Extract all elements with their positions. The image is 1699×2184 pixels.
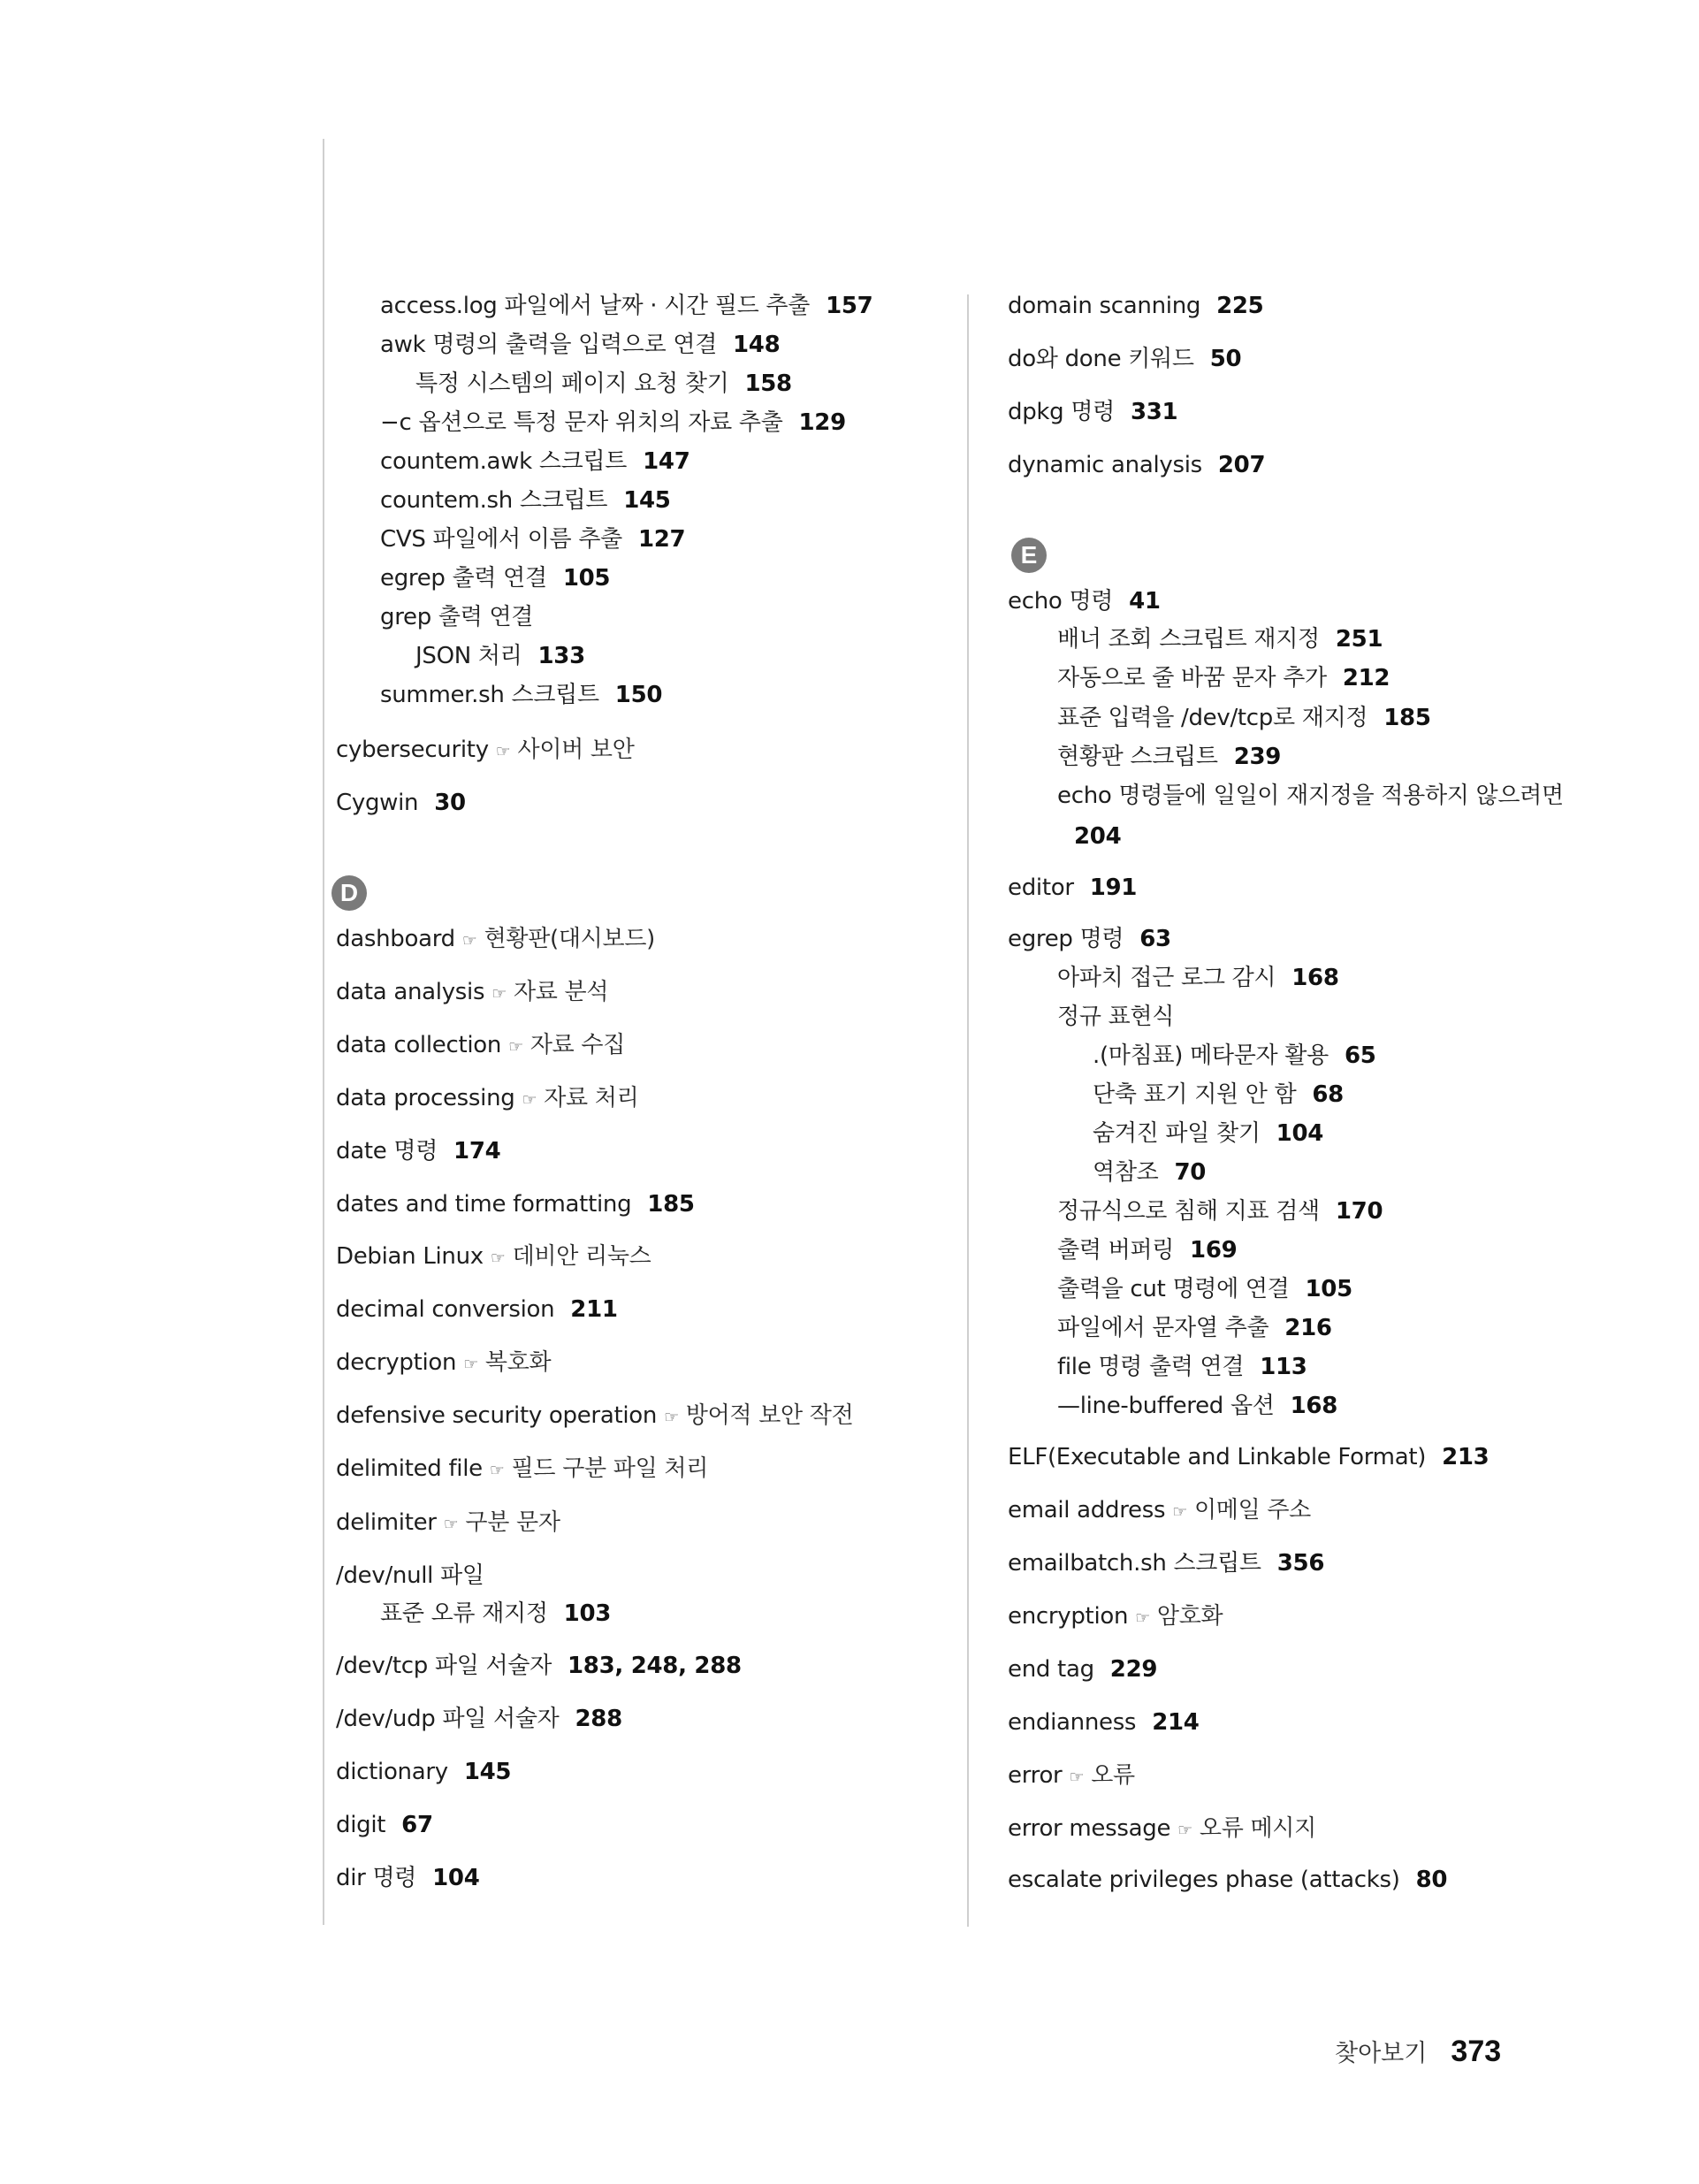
see-reference-icon: ☞: [1172, 1502, 1187, 1522]
index-term: data analysis: [336, 979, 485, 1005]
index-entry: [1093, 1079, 1344, 1111]
page-reference: 157: [826, 293, 873, 319]
index-entry: [1057, 623, 1383, 655]
index-term: delimiter: [336, 1509, 437, 1536]
see-reference-term: 방어적 보안 작전: [685, 1402, 854, 1429]
index-entry: [336, 1703, 622, 1735]
index-term: 표준 입력을 /dev/tcp로 재지정: [1057, 705, 1368, 731]
see-reference-icon: ☞: [1069, 1768, 1085, 1787]
page-reference: 225: [1216, 293, 1264, 319]
see-reference-term: 자료 수집: [530, 1032, 626, 1058]
index-term: editor: [1008, 874, 1074, 901]
index-entry: [1057, 1390, 1337, 1422]
page-reference: 204: [1074, 823, 1122, 850]
index-term: email address: [1008, 1497, 1166, 1523]
index-entry: [380, 679, 662, 711]
page-reference: 211: [570, 1296, 618, 1323]
index-entry: [1057, 1001, 1174, 1033]
page-reference: 145: [463, 1759, 512, 1785]
see-reference-term: 이메일 주소: [1193, 1497, 1311, 1523]
index-term: data processing: [336, 1085, 515, 1111]
index-entry: [1057, 1351, 1307, 1383]
index-entry: [380, 1598, 611, 1630]
index-entry: [1008, 923, 1171, 955]
page-reference: 41: [1129, 588, 1161, 615]
page-reference: 170: [1335, 1198, 1383, 1225]
index-term: dynamic analysis: [1008, 452, 1202, 478]
page-reference: 105: [562, 565, 611, 592]
see-reference-term: 사이버 보안: [517, 737, 635, 763]
see-reference-icon: ☞: [461, 931, 477, 951]
index-entry: [1008, 1653, 1157, 1685]
index-entry: [1057, 1312, 1332, 1344]
index-entry: [336, 1809, 433, 1841]
index-entry: [380, 523, 685, 555]
index-term: do와 done 키워드: [1008, 346, 1194, 372]
page-reference: 168: [1290, 1393, 1337, 1419]
page-reference: 239: [1233, 744, 1282, 770]
see-reference-term: 오류 메시지: [1199, 1815, 1316, 1842]
index-entry: [336, 1347, 551, 1380]
page-reference: 229: [1109, 1656, 1158, 1683]
index-term: —line-buffered 옵션: [1057, 1393, 1275, 1419]
page-reference: 288: [575, 1706, 622, 1732]
index-entry: [336, 1453, 708, 1486]
see-reference-icon: ☞: [491, 984, 507, 1004]
index-entry: [1057, 741, 1281, 773]
index-term: endianness: [1008, 1709, 1137, 1736]
index-term: CVS 파일에서 이름 추출: [380, 526, 622, 553]
index-entry: [380, 601, 533, 633]
index-entry: [1093, 1040, 1376, 1072]
index-term: countem.sh 스크립트: [380, 487, 608, 514]
index-entry: [1057, 702, 1431, 734]
index-term: cybersecurity: [336, 737, 489, 763]
index-term: dictionary: [336, 1759, 448, 1785]
page-reference: 129: [798, 409, 846, 436]
see-reference-icon: ☞: [489, 1461, 505, 1480]
index-entry: [336, 1400, 853, 1433]
page-reference: 191: [1089, 874, 1138, 901]
index-term: 정규 표현식: [1057, 1004, 1175, 1030]
page-reference: 127: [637, 526, 686, 553]
page-reference: 50: [1209, 346, 1242, 372]
see-reference-icon: ☞: [1177, 1821, 1192, 1840]
section-letter-badge: E: [1011, 538, 1047, 573]
page-reference: 207: [1217, 452, 1266, 478]
index-term: −c 옵션으로 특정 문자 위치의 자료 추출: [380, 409, 783, 436]
index-term: defensive security operation: [336, 1402, 658, 1429]
page-reference: 105: [1305, 1276, 1352, 1302]
index-term: error: [1008, 1762, 1063, 1789]
index-entry: [1008, 396, 1177, 428]
see-reference-term: 구분 문자: [465, 1509, 560, 1536]
see-reference-term: 현황판(대시보드): [484, 926, 655, 952]
index-term: 아파치 접근 로그 감시: [1057, 965, 1276, 991]
see-reference-term: 오류: [1091, 1762, 1135, 1789]
index-entry: [1008, 585, 1161, 617]
index-entry: [336, 1135, 500, 1167]
index-term: countem.awk 스크립트: [380, 448, 628, 475]
index-entry: [336, 1507, 560, 1540]
see-reference-term: 자료 분석: [513, 979, 609, 1005]
see-reference-icon: ☞: [508, 1037, 523, 1057]
see-reference-term: 자료 처리: [544, 1085, 639, 1111]
index-entry: [415, 368, 792, 400]
index-term: end tag: [1008, 1656, 1094, 1683]
page-reference: 185: [1383, 705, 1431, 731]
see-reference-icon: ☞: [443, 1515, 459, 1534]
page-reference: 63: [1139, 926, 1171, 952]
index-entry: [380, 329, 780, 361]
index-term: access.log 파일에서 날짜 · 시간 필드 추출: [380, 293, 811, 319]
index-term: domain scanning: [1008, 293, 1201, 319]
footer-label: 찾아보기: [1335, 2040, 1428, 2067]
see-reference-term: 복호화: [484, 1349, 552, 1376]
page-number: 373: [1451, 2035, 1502, 2068]
index-term: emailbatch.sh 스크립트: [1008, 1550, 1261, 1577]
page-reference: 174: [453, 1138, 501, 1165]
index-entry: [1008, 1494, 1311, 1528]
index-entry: [336, 787, 466, 819]
index-term: ELF(Executable and Linkable Format): [1008, 1444, 1427, 1470]
index-term: data collection: [336, 1032, 502, 1058]
index-entry: [380, 290, 872, 322]
index-entry: [380, 446, 690, 477]
index-term: awk 명령의 출력을 입력으로 연결: [380, 332, 718, 358]
page-footer: [1335, 2034, 1501, 2069]
index-term: 숨겨진 파일 찾기: [1093, 1120, 1261, 1147]
see-reference-icon: ☞: [463, 1355, 478, 1374]
index-entry: [1057, 780, 1564, 812]
index-term: 출력 버퍼링: [1057, 1237, 1175, 1264]
index-term: /dev/tcp 파일 서술자: [336, 1653, 552, 1679]
index-term: encryption: [1008, 1603, 1129, 1630]
index-entry: [336, 1188, 695, 1220]
index-term: error message: [1008, 1815, 1171, 1842]
page-reference: 113: [1260, 1354, 1307, 1380]
index-term: 출력을 cut 명령에 연결: [1057, 1276, 1290, 1302]
page-reference: 169: [1190, 1237, 1238, 1264]
index-term: 자동으로 줄 바꿈 문자 추가: [1057, 665, 1327, 691]
index-term: escalate privileges phase (attacks): [1008, 1867, 1400, 1893]
index-entry: [1008, 343, 1241, 375]
page-reference: 212: [1342, 665, 1390, 691]
index-term: JSON 처리: [415, 643, 522, 669]
page-reference: 70: [1174, 1159, 1207, 1186]
index-term: summer.sh 스크립트: [380, 682, 599, 708]
index-entry: [336, 923, 655, 957]
index-term: Cygwin: [336, 790, 419, 816]
index-entry: [380, 485, 671, 516]
index-entry: [1057, 1273, 1352, 1305]
see-reference-term: 필드 구분 파일 처리: [511, 1455, 709, 1482]
index-entry: [1093, 1157, 1206, 1188]
index-entry: [1008, 1864, 1447, 1896]
index-term: file 명령 출력 연결: [1057, 1354, 1245, 1380]
index-term: 현황판 스크립트: [1057, 744, 1218, 770]
see-reference-term: 암호화: [1156, 1603, 1223, 1630]
index-term: dir 명령: [336, 1865, 417, 1891]
page-reference: 104: [1276, 1120, 1324, 1147]
index-term: decimal conversion: [336, 1296, 555, 1323]
index-entry: [336, 1082, 638, 1116]
index-entry: [1008, 1547, 1324, 1579]
see-reference-icon: ☞: [495, 742, 511, 761]
index-entry: [415, 640, 585, 672]
index-term: 특정 시스템의 페이지 요청 찾기: [415, 370, 729, 397]
index-entry: [336, 1650, 742, 1682]
index-term: 배너 조회 스크립트 재지정: [1057, 626, 1320, 653]
page-reference: 216: [1284, 1315, 1332, 1341]
index-term: decryption: [336, 1349, 457, 1376]
index-entry: [1093, 1118, 1323, 1149]
index-entry: [1008, 1600, 1223, 1634]
see-reference-term: 데비안 리눅스: [512, 1243, 651, 1270]
page-reference: 30: [434, 790, 466, 816]
index-term: 파일에서 문자열 추출: [1057, 1315, 1269, 1341]
index-term: grep 출력 연결: [380, 604, 534, 630]
page-reference: 168: [1291, 965, 1339, 991]
left-margin-rule: [323, 139, 324, 1925]
index-entry: [1057, 962, 1339, 994]
index-entry: [336, 976, 608, 1010]
index-term: echo 명령: [1008, 588, 1114, 615]
index-entry: [1008, 872, 1137, 904]
index-entry: [336, 1241, 651, 1274]
index-term: date 명령: [336, 1138, 438, 1165]
page-reference: 67: [401, 1812, 433, 1838]
page-reference: 213: [1442, 1444, 1489, 1470]
index-entry: [1008, 290, 1263, 322]
index-entry: [336, 1862, 480, 1894]
index-entry: [336, 1029, 625, 1063]
index-term: echo 명령들에 일일이 재지정을 적용하지 않으려면: [1057, 783, 1564, 809]
page-reference: 148: [733, 332, 781, 358]
see-reference-icon: ☞: [664, 1408, 679, 1427]
index-entry: [1008, 1707, 1200, 1738]
index-term: 표준 오류 재지정: [380, 1600, 548, 1627]
index-entry: [1008, 1813, 1316, 1846]
index-entry: [1057, 1234, 1237, 1266]
index-term: 정규식으로 침해 지표 검색: [1057, 1198, 1320, 1225]
see-reference-icon: ☞: [522, 1090, 537, 1110]
index-entry: [1074, 821, 1121, 852]
section-letter-badge: D: [331, 875, 367, 911]
index-term: egrep 출력 연결: [380, 565, 547, 592]
page-reference: 251: [1335, 626, 1383, 653]
index-entry: [380, 562, 610, 594]
page-reference: 183, 248, 288: [568, 1653, 742, 1679]
page-reference: 147: [643, 448, 690, 475]
index-term: digit: [336, 1812, 386, 1838]
index-entry: [1008, 1441, 1489, 1473]
see-reference-icon: ☞: [490, 1249, 506, 1268]
page-reference: 104: [432, 1865, 480, 1891]
index-entry: [1057, 662, 1390, 694]
page-reference: 133: [537, 643, 585, 669]
index-term: dpkg 명령: [1008, 399, 1115, 425]
page-reference: 356: [1276, 1550, 1325, 1577]
page-reference: 214: [1152, 1709, 1200, 1736]
index-term: /dev/null 파일: [336, 1562, 484, 1589]
page-reference: 150: [614, 682, 663, 708]
index-term: /dev/udp 파일 서술자: [336, 1706, 560, 1732]
index-entry: [336, 734, 635, 767]
index-entry: [380, 407, 846, 439]
index-term: dashboard: [336, 926, 455, 952]
index-entry: [336, 1294, 618, 1325]
index-term: 역참조: [1093, 1159, 1159, 1186]
page-reference: 103: [563, 1600, 612, 1627]
index-term: Debian Linux: [336, 1243, 484, 1270]
index-entry: [336, 1560, 484, 1592]
page-reference: 331: [1130, 399, 1178, 425]
index-term: 단축 표기 지원 안 함: [1093, 1081, 1297, 1108]
index-term: delimited file: [336, 1455, 483, 1482]
page-reference: 185: [647, 1191, 695, 1218]
index-entry: [1008, 449, 1265, 481]
index-entry: [1008, 1760, 1135, 1793]
index-term: dates and time formatting: [336, 1191, 632, 1218]
page-reference: 145: [623, 487, 671, 514]
page-reference: 65: [1344, 1042, 1376, 1069]
page-reference: 158: [744, 370, 792, 397]
see-reference-icon: ☞: [1135, 1608, 1150, 1628]
index-term: egrep 명령: [1008, 926, 1124, 952]
page-reference: 68: [1312, 1081, 1344, 1108]
index-term: .(마침표) 메타문자 활용: [1093, 1042, 1329, 1069]
column-divider: [967, 294, 969, 1927]
index-entry: [336, 1756, 511, 1788]
page-reference: 80: [1415, 1867, 1448, 1893]
index-entry: [1057, 1195, 1383, 1227]
